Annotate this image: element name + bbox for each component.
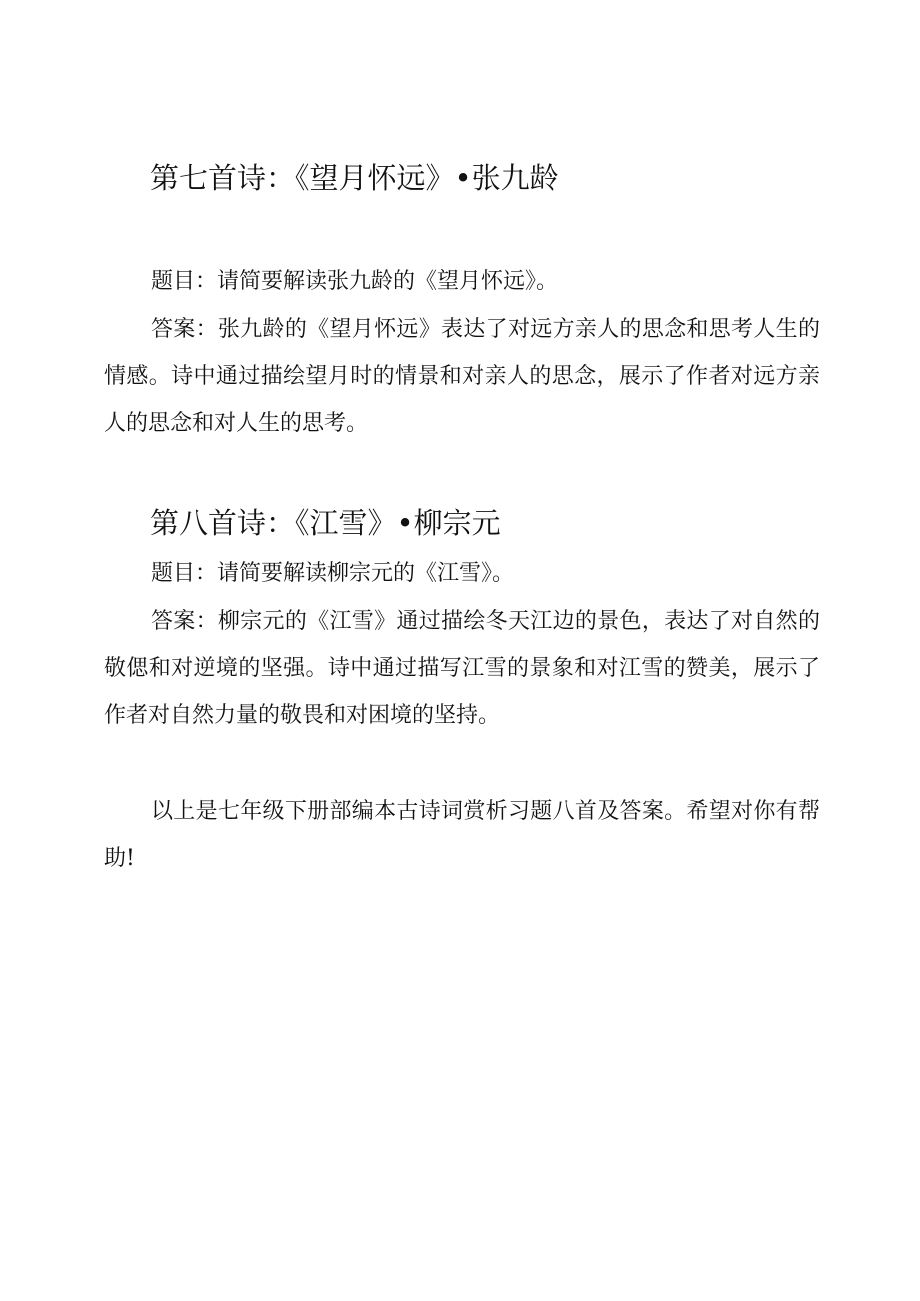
- answer-poem-8: 答案：柳宗元的《江雪》通过描绘冬天江边的景色，表达了对自然的敬偲和对逆境的坚强。诗中通过描写江雪的景象和对江雪的赞美，展示了作者对自然力量的敬畏和对困境的坚持。: [104, 609, 820, 728]
- answer-poem-7: 答案：张九龄的《望月怀远》表达了对远方亲人的思念和思考人生的情感。诗中通过描绘望月时的情景和对亲人的思念，展示了作者对远方亲人的思念和对人生的思考。: [104, 317, 820, 436]
- section-heading-poem-7: 第七首诗：《望月怀远》•张九龄: [150, 161, 559, 195]
- question-poem-8: 题目：请简要解读柳宗元的《江雪》。: [151, 561, 515, 586]
- section-heading-poem-8: 第八首诗：《江雪》•柳宗元: [150, 506, 501, 540]
- question-poem-7: 题目：请简要解读张九龄的《望月怀远》。: [151, 269, 559, 294]
- closing-paragraph: 以上是七年级下册部编本古诗词赏析习题八首及答案。希望对你有帮助!: [104, 799, 820, 871]
